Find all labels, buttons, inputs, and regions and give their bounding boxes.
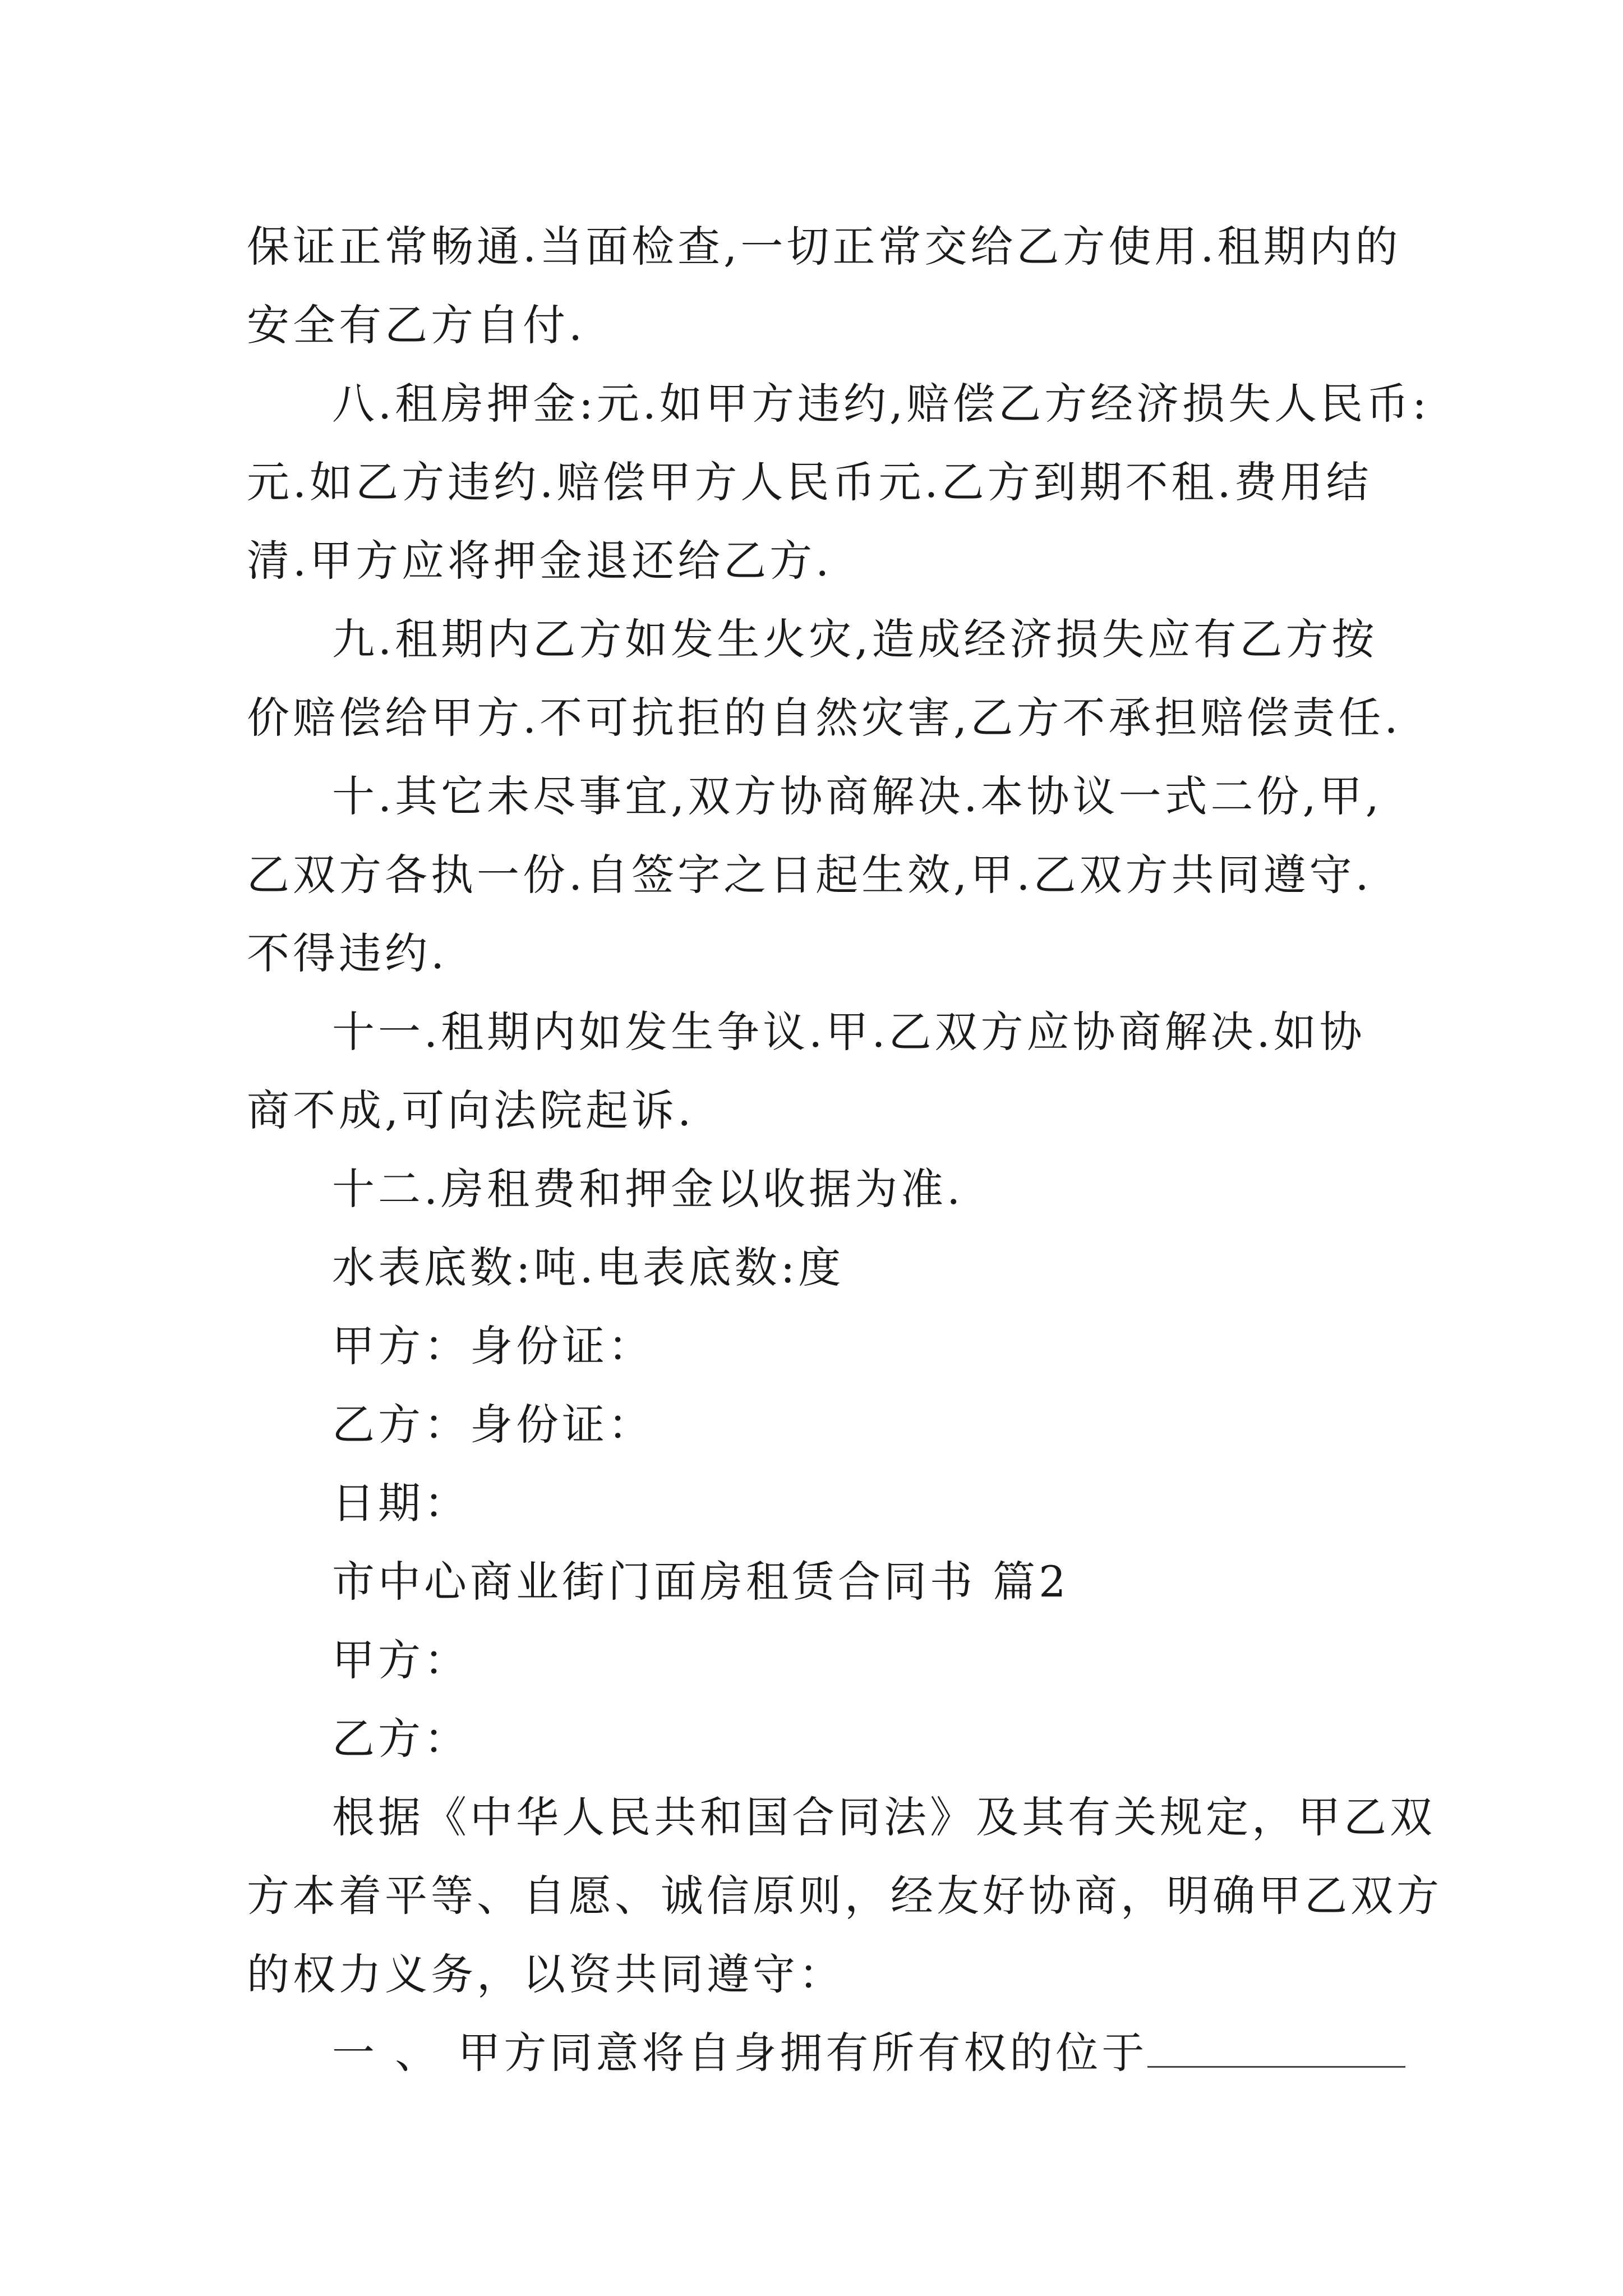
text-line: 方本着平等、自愿、诚信原则，经友好协商，明确甲乙双方 (247, 1871, 1442, 1921)
party-b-id-line: 乙方：身份证： (332, 1400, 654, 1450)
text-line: 商不成,可向法院起诉. (247, 1085, 695, 1135)
text-line: 元.如乙方违约.赔偿甲方人民币元.乙方到期不租.费用结 (247, 457, 1372, 507)
clause-10-line: 十.其它未尽事宜,双方协商解决.本协议一式二份,甲, (332, 771, 1382, 821)
text-line: 保证正常畅通.当面检查,一切正常交给乙方使用.租期内的 (247, 222, 1401, 272)
text-line: 的权力义务，以资共同遵守： (247, 1949, 845, 1999)
clause-1-text: 一 、 甲方同意将自身拥有所有权的位于 (332, 2028, 1148, 2078)
party-b-line: 乙方： (332, 1714, 470, 1764)
blank-field (1147, 2027, 1405, 2068)
clause-12-line: 十二.房租费和押金以收据为准. (332, 1164, 964, 1214)
clause-9-line: 九.租期内乙方如发生火灾,造成经济损失应有乙方按 (332, 614, 1378, 664)
text-line: 价赔偿给甲方.不可抗拒的自然灾害,乙方不承担赔偿责任. (247, 693, 1401, 743)
preamble-line: 根据《中华人民共和国合同法》及其有关规定，甲乙双 (332, 1792, 1436, 1842)
text-line: 乙双方各执一份.自签字之日起生效,甲.乙双方共同遵守. (247, 850, 1372, 900)
clause-1-line (247, 2014, 1385, 2092)
document-page (247, 208, 1442, 2092)
party-a-id-line: 甲方：身份证： (332, 1321, 654, 1371)
meter-readings-line: 水表底数:吨.电表底数:度 (332, 1243, 845, 1292)
party-a-line: 甲方： (332, 1635, 470, 1685)
clause-11-line: 十一.租期内如发生争议.甲.乙双方应协商解决.如协 (332, 1007, 1366, 1057)
text-line: 清.甲方应将押金退还给乙方. (247, 536, 833, 586)
section-title: 市中心商业街门面房租赁合同书 篇2 (332, 1557, 1069, 1607)
text-line: 不得违约. (247, 928, 448, 978)
date-line: 日期： (332, 1478, 470, 1528)
clause-8-line: 八.租房押金:元.如甲方违约,赔偿乙方经济损失人民币: (332, 379, 1430, 429)
text-line: 安全有乙方自付. (247, 300, 586, 350)
